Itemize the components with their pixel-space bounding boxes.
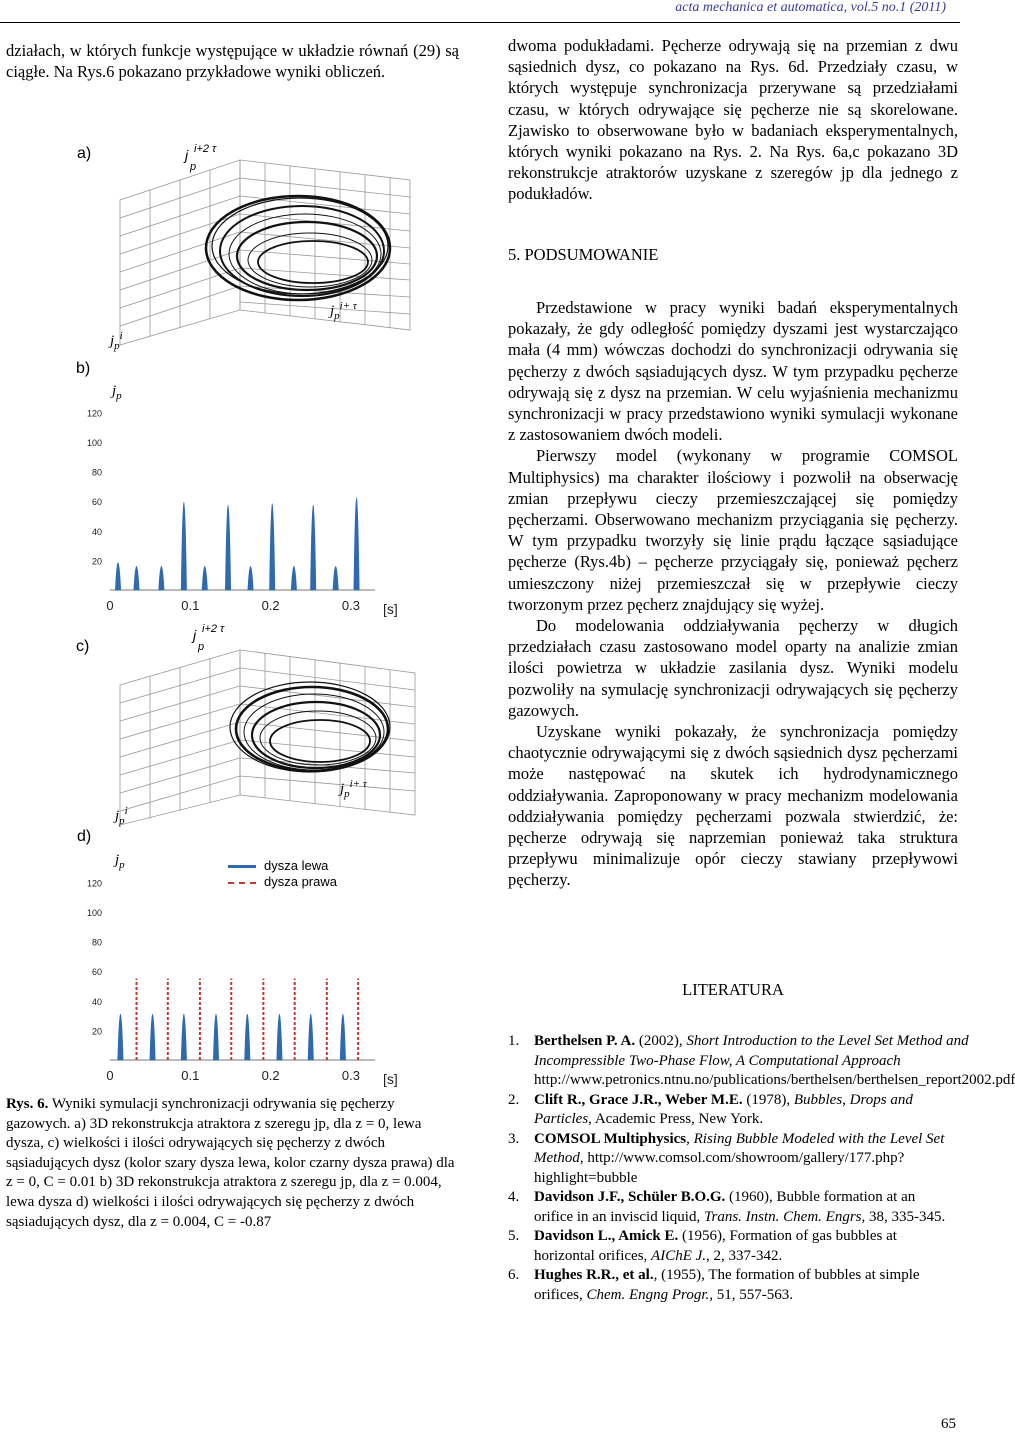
- x-tick-label: 0.2: [261, 1068, 280, 1083]
- axis-label-a-left-sup: i: [119, 330, 123, 342]
- axis-label-c-left-sub: p: [119, 815, 125, 827]
- reference-number: 1.: [508, 1033, 520, 1049]
- panel-label-a: a): [77, 145, 92, 162]
- reference-body: Hughes R.R., et al., (1955), The formation of bubbles at simple orifices, Chem. Engng Progr., 51, 557-563.: [534, 1267, 920, 1303]
- axis-label-a-right-main: j: [330, 303, 335, 319]
- summary-body: [508, 297, 958, 891]
- bar-dysza-lewa: [245, 1014, 250, 1060]
- summary-paragraph: Uzyskane wyniki pokazały, że synchronizacja pomiędzy chaotycznie odrywającymi się z dwóch sąsiednich dysz pęcherzami może następować na skutek ich hydrodynamicznego oddziaływania. Zaproponowany w pracy mechanizm modelowania oddziaływania pomiędzy pęcherzami pozwala stwierdzić, że: pęcherze odrywają się naprzemian ponieważ taka struktura przepływu minimalizuje opór cieczy stawiany przepływowi pęcherzy.: [508, 722, 958, 890]
- reference-body: Davidson J.F., Schüler B.O.G. (1960), Bubble formation at an orifice in an inviscid liquid, Trans. Instn. Chem. Engrs, 38, 335-345.: [534, 1189, 946, 1225]
- y-tick-label: 60: [91, 967, 102, 978]
- literature-heading: LITERATURA: [682, 980, 784, 999]
- attractor-3d-a: [110, 130, 470, 350]
- axis-label-c-top-sup: i+2 τ: [202, 623, 225, 635]
- bar-dysza-lewa: [150, 1014, 155, 1060]
- page-number: 65: [941, 1416, 956, 1432]
- x-tick-label: 0.1: [181, 598, 200, 613]
- bar-dysza-lewa: [134, 567, 139, 591]
- panel-label-c: c): [76, 638, 90, 655]
- axis-label-c-top: j: [193, 627, 197, 643]
- bar-dysza-lewa: [277, 1014, 282, 1060]
- reference-item: [508, 1032, 1015, 1091]
- x-tick-label: 0.1: [181, 1068, 200, 1083]
- reference-body: COMSOL Multiphysics, Rising Bubble Modeled with the Level Set Method, http://www.comsol.com/showroom/gallery/177.php?highlight=bubble: [534, 1130, 945, 1186]
- attractor-trajectory: [230, 682, 390, 772]
- reference-body: Clift R., Grace J.R., Weber M.E. (1978), Bubbles, Drops and Particles, Academic Press, New York.: [534, 1091, 913, 1127]
- y-tick-label: 100: [86, 438, 102, 448]
- reference-authors: Davidson J.F., Schüler B.O.G.: [534, 1189, 726, 1205]
- reference-item: [508, 1130, 958, 1189]
- reference-authors: Davidson L., Amick E.: [534, 1228, 679, 1244]
- axis-label-a-top-sup: i+2 τ: [194, 143, 217, 155]
- reference-title: Trans. Instn. Chem. Engrs: [703, 1208, 862, 1225]
- bar-dysza-lewa: [311, 505, 316, 590]
- y-tick-label: 100: [86, 908, 102, 918]
- axis-label-a-top: j: [185, 147, 189, 163]
- reference-body: Berthelsen P. A. (2002), Short Introduction to the Level Set Method and Incompressible Two-Phase Flow, A Computational Approach http://www.petronics.ntnu.no/publications/berthelsen/berthelsen_report2002.pdf: [534, 1033, 1015, 1088]
- x-tick-label: 0.2: [261, 598, 280, 613]
- reference-number: 2.: [508, 1091, 520, 1108]
- axis-label-c-right-main: j: [340, 781, 345, 797]
- reference-authors: Berthelsen P. A.: [534, 1033, 636, 1049]
- axis-label-d-main: j: [115, 852, 120, 868]
- x-tick-label: 0: [106, 598, 114, 613]
- summary-paragraph: Pierwszy model (wykonany w programie COMSOL Multiphysics) ma charakter ilościowy i pozwolił na obserwację zmian przepływu cieczy przemieszczającej się pomiędzy pęcherzami. Obserwowano mechanizm przyciągania się pęcherzy. W tym przypadku tworzyły się linie prądu łączące sąsiadujące pęcherze (Rys.4b) – pęcherze przyciągały się, ponieważ pęcherz umieszczony niżej przemieszczał się w przepływie cieczy tworzonym przez pęcherz znajdujący się wyżej.: [508, 446, 958, 614]
- bar-dysza-lewa: [270, 504, 275, 590]
- caption-text: Wyniki symulacji synchronizacji odrywania się pęcherzy gazowych. a) 3D rekonstrukcja atraktora z szeregu jp, dla z = 0, lewa dysza, c) wielkości i ilości odrywających się pęcherzy z dwóch sąsiadujących dysz (kolor szary dysza lewa, kolor czarny dysza prawa) dla z = 0, C = 0.01 b) 3D rekonstrukcja atraktora z szeregu jp, dla z = 0.004, lewa dysza d) wielkości i ilości odrywających się pęcherzy z dwóch sąsiadujących dysz, dla z = 0.004, C = -0.87: [6, 1096, 455, 1230]
- bar-dysza-lewa: [181, 1014, 186, 1060]
- axis-label-c-right-sub: p: [344, 788, 350, 800]
- y-tick-label: 80: [91, 937, 102, 948]
- legend-swatch-left: [228, 865, 256, 868]
- reference-number: 4.: [508, 1189, 520, 1205]
- y-tick-label: 120: [86, 878, 102, 889]
- axis-label-d-sub: p: [119, 859, 125, 871]
- bar-dysza-lewa: [118, 1014, 123, 1060]
- figure-caption: [6, 1095, 459, 1232]
- journal-header: acta mechanica et automatica, vol.5 no.1 (2011): [675, 0, 946, 15]
- reference-body: Davidson L., Amick E. (1956), Formation of gas bubbles at horizontal orifices, AIChE J., 2, 337-342.: [534, 1228, 897, 1264]
- grid-box: [120, 650, 415, 825]
- bar-dysza-lewa: [159, 567, 164, 591]
- reference-number: 3.: [508, 1130, 520, 1147]
- axis-label-a-right-sup: i+ τ: [339, 300, 357, 312]
- caption-label: Rys. 6.: [6, 1096, 49, 1112]
- axis-label-a-top-sub: p: [190, 161, 197, 173]
- reference-title: Bubbles, Drops and Particles: [534, 1091, 913, 1127]
- axis-label-c-right: [340, 778, 367, 800]
- legend-item-right: [228, 874, 337, 890]
- axis-label-c-left-main: j: [115, 808, 120, 824]
- reference-item: [508, 1091, 958, 1130]
- reference-authors: Clift R., Grace J.R., Weber M.E.: [534, 1091, 743, 1108]
- axis-label-c-left-sup: i: [124, 805, 128, 817]
- legend-swatch-right: [228, 882, 256, 884]
- reference-item: [508, 1227, 958, 1266]
- axis-label-a-left-main: j: [110, 333, 115, 349]
- attractor-3d-c: [110, 615, 470, 835]
- reference-list: [508, 1032, 1015, 1305]
- header-divider: [0, 22, 960, 23]
- legend-label-right: dysza prawa: [264, 874, 337, 889]
- bar-dysza-lewa: [116, 563, 121, 590]
- reference-authors: Hughes R.R., et al.: [534, 1267, 654, 1283]
- axis-label-a-left: [110, 330, 123, 352]
- bar-dysza-lewa: [181, 502, 186, 590]
- axis-label-b-sub: p: [116, 390, 122, 402]
- bar-dysza-lewa: [248, 567, 253, 591]
- reference-title: AIChE J.: [651, 1247, 707, 1264]
- right-column-intro: dwoma podukładami. Pęcherze odrywają się na przemian z dwu sąsiednich dysz, co pokazano na Rys. 6d. Przedziały czasu, w których występuje synchronizacja przerywane są przedziałami czasu, w których odrywające się pęcherze nie są skorelowane. Zjawisko to obserwowane było w badaniach eksperymentalnych, których wyniki pokazano na Rys. 2. Na Rys. 6a,c pokazano 3D rekonstrukcje atraktorów uzyskane z szeregów jp dla jednego z podukładów.: [508, 36, 958, 204]
- summary-paragraph: Do modelowania oddziaływania pęcherzy w długich przedziałach czasu zastosowano model oparty na analizie zmian ilości powietrza w układzie zasilania dysz. Wyniki modelu pozwoliły na symulację synchronizacji odrywających się pęcherzy gazowych.: [508, 616, 958, 720]
- y-tick-label: 80: [91, 467, 102, 478]
- axis-label-c-top-sub: p: [198, 641, 205, 653]
- reference-item: [508, 1188, 958, 1227]
- bar-dysza-lewa: [333, 567, 338, 591]
- left-column-intro: działach, w których funkcje występujące w układzie równań (29) są ciągłe. Na Rys.6 pokazano przykładowe wyniki obliczeń.: [6, 41, 459, 82]
- reference-authors: COMSOL Multiphysics: [534, 1130, 687, 1147]
- reference-number: 5.: [508, 1228, 520, 1244]
- legend-label-left: dysza lewa: [264, 858, 329, 873]
- x-tick-label: 0.3: [341, 1068, 360, 1083]
- bar-dysza-lewa: [308, 1014, 313, 1060]
- y-tick-label: 20: [91, 1026, 102, 1037]
- y-tick-label: 40: [91, 526, 102, 537]
- bar-dysza-lewa: [354, 498, 359, 590]
- bar-dysza-lewa: [226, 505, 231, 590]
- reference-title: Chem. Engng Progr.: [586, 1286, 710, 1303]
- axis-label-a-right-sub: p: [334, 310, 340, 322]
- bar-dysza-lewa: [202, 567, 207, 591]
- legend-d: [228, 858, 337, 890]
- panel-label-d: d): [77, 828, 92, 845]
- chart-b: [75, 385, 405, 617]
- y-tick-label: 20: [91, 556, 102, 567]
- reference-number: 6.: [508, 1267, 520, 1283]
- legend-item-left: [228, 858, 337, 874]
- attractor-trajectory: [206, 196, 390, 300]
- x-unit-label: [s]: [383, 601, 398, 617]
- reference-item: [508, 1266, 958, 1305]
- bar-dysza-lewa: [214, 1014, 219, 1060]
- reference-title: Rising Bubble Modeled with the Level Set Method: [534, 1130, 945, 1166]
- axis-label-c-right-sup: i+ τ: [349, 778, 367, 790]
- axis-label-b-main: j: [112, 383, 117, 399]
- axis-label-a-left-sub: p: [114, 340, 120, 352]
- bar-dysza-lewa: [340, 1014, 345, 1060]
- axis-label-a-right: [330, 300, 357, 322]
- y-tick-label: 60: [91, 497, 102, 508]
- summary-paragraph: Przedstawione w pracy wyniki badań eksperymentalnych pokazały, że gdy odległość pomiędzy dyszami jest wystarczająco mała (4 mm) wówczas dochodzi do synchronizacji odrywania się pęcherzy z dwóch sąsiadujących dysz. W tym przypadku pęcherze odrywają się z dysz na przemian. W celu wyjaśnienia mechanizmu synchronizacji w pracy przedstawiono wyniki symulacji wykonane z zastosowaniem dwóch modeli.: [508, 298, 958, 445]
- panel-label-b: b): [76, 360, 91, 377]
- axis-label-c-left: [115, 805, 128, 827]
- bar-dysza-lewa: [291, 567, 296, 591]
- section-heading: 5. PODSUMOWANIE: [508, 245, 659, 264]
- y-tick-label: 40: [91, 996, 102, 1007]
- x-tick-label: 0: [106, 1068, 114, 1083]
- x-tick-label: 0.3: [341, 598, 360, 613]
- y-tick-label: 120: [86, 408, 102, 419]
- reference-title: Short Introduction to the Level Set Method and Incompressible Two-Phase Flow, A Computational Approach: [534, 1033, 969, 1069]
- x-unit-label: [s]: [383, 1071, 398, 1087]
